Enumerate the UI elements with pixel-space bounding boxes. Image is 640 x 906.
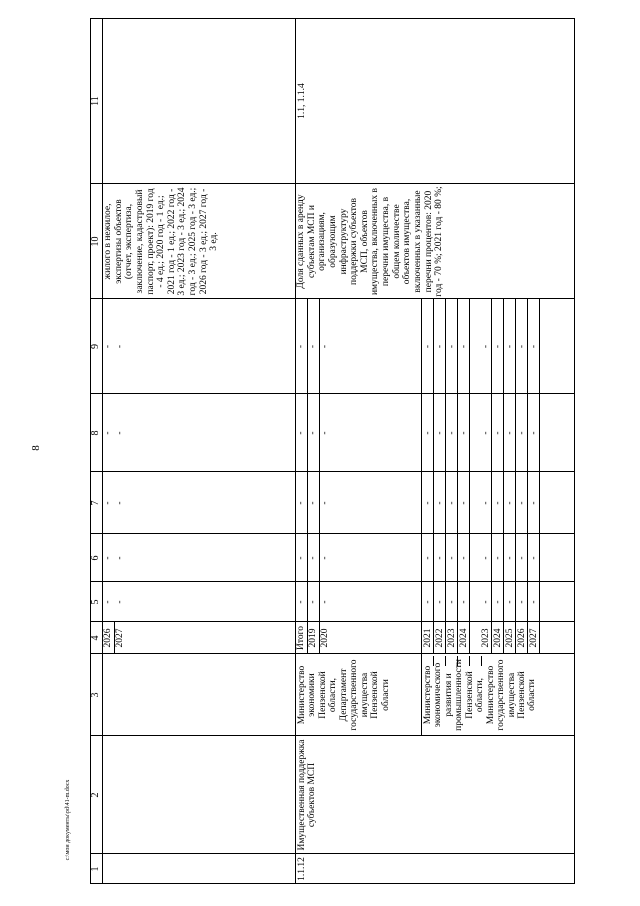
empty-value-dash: -	[423, 600, 433, 604]
empty-value-dash: -	[103, 600, 113, 604]
year-cell: 2022	[435, 628, 445, 648]
year-cell: Итого	[296, 625, 306, 651]
empty-value-dash: -	[308, 344, 318, 349]
empty-value-dash: -	[517, 344, 527, 349]
empty-value-dash: -	[423, 501, 433, 505]
year-cell: 2024	[459, 628, 469, 648]
empty-value-dash: -	[459, 431, 469, 435]
empty-value-dash: -	[435, 344, 445, 349]
empty-value-dash: -	[505, 600, 515, 604]
empty-value-dash: -	[320, 600, 330, 604]
empty-value-dash: -	[447, 431, 457, 435]
year-cell: 2023	[481, 628, 491, 648]
empty-value-dash: -	[115, 556, 125, 560]
empty-value-dash: -	[435, 431, 445, 435]
header-col-7: 7	[90, 500, 101, 506]
empty-value-dash: -	[517, 431, 527, 435]
column-divider	[90, 183, 575, 184]
empty-value-dash: -	[517, 600, 527, 604]
empty-value-dash: -	[320, 431, 330, 435]
empty-value-dash: -	[435, 501, 445, 505]
empty-value-dash: -	[320, 344, 330, 349]
empty-value-dash: -	[103, 344, 113, 349]
executor-1: Министерство экономики Пензенской области, Департамент государственного имущества Пензенской области	[297, 659, 391, 731]
row-divider	[295, 18, 296, 884]
empty-value-dash: -	[459, 501, 469, 505]
empty-value-dash: -	[103, 556, 113, 560]
col10-top-text: жилого в нежилое, экспертизы объектов (отчет, экспертиза, заключение, кадастровый паспорт, проект): 2019 год - 4 ед.; 2020 год - 1 ед.; 2021 год - 1 ед.; 2022 год - 3 ед.; 2023 год - 3 ед.; 2024 год - 3 ед.; 2025 год - 3 ед.; 2026 год - 3 ед.; 2027 год - 3 ед.	[103, 187, 220, 296]
empty-value-dash: -	[435, 556, 445, 560]
empty-value-dash: -	[505, 344, 515, 349]
empty-value-dash: -	[459, 344, 469, 349]
empty-value-dash: -	[308, 600, 318, 604]
year-cell: 2025	[505, 628, 515, 648]
header-col-8: 8	[90, 430, 101, 436]
year-cell: 2026	[517, 628, 527, 648]
empty-value-dash: -	[505, 501, 515, 505]
empty-value-dash: -	[481, 344, 491, 349]
empty-value-dash: -	[308, 556, 318, 560]
empty-value-dash: -	[447, 501, 457, 505]
empty-value-dash: -	[435, 600, 445, 604]
empty-value-dash: -	[423, 344, 433, 349]
col10-row-text: Доля сданных в аренду субъектам МСП и организациям, образующим инфраструктуру поддержки субъектов МСП, объектов имущества, включенных в перечни имущества, в общем количестве объектов имущества, включенных в указанные перечни процентов: 2020 год - 70 %; 2021 год - 80 %;	[296, 186, 445, 297]
header-col-1: 1	[90, 866, 101, 872]
empty-value-dash: -	[320, 556, 330, 560]
year-cell: 2024	[493, 628, 503, 648]
empty-value-dash: -	[529, 431, 539, 435]
empty-value-dash: -	[529, 344, 539, 349]
col11-text: 1.1, 1.1.4	[297, 83, 307, 119]
empty-value-dash: -	[481, 431, 491, 435]
empty-value-dash: -	[493, 344, 503, 349]
empty-value-dash: -	[481, 556, 491, 560]
row-name: Имущественная поддержка субъектов МСП	[297, 739, 318, 851]
program-table	[90, 18, 575, 884]
empty-value-dash: -	[529, 600, 539, 604]
executor-divider	[421, 654, 422, 736]
empty-value-dash: -	[447, 556, 457, 560]
empty-value-dash: -	[447, 344, 457, 349]
empty-value-dash: -	[517, 501, 527, 505]
header-col-11: 11	[90, 96, 101, 106]
year-row-line	[421, 299, 422, 654]
empty-value-dash: -	[296, 344, 306, 349]
year-cell: 2023	[447, 628, 457, 648]
row-number: 1.1.12	[297, 857, 307, 881]
empty-value-dash: -	[447, 600, 457, 604]
empty-value-dash: -	[459, 600, 469, 604]
header-col-2: 2	[90, 792, 101, 798]
empty-value-dash: -	[493, 600, 503, 604]
empty-value-dash: -	[459, 556, 469, 560]
empty-value-dash: -	[296, 556, 306, 560]
column-divider	[90, 853, 575, 854]
executor-2: Министерство экономического развития и промышленности Пензенской области, Министерство государственного имущества Пензенской области	[423, 659, 538, 731]
header-col-10: 10	[90, 236, 101, 247]
empty-value-dash: -	[517, 556, 527, 560]
year-cell: 2019	[308, 628, 318, 648]
empty-value-dash: -	[296, 431, 306, 435]
empty-value-dash: -	[296, 501, 306, 505]
empty-value-dash: -	[296, 600, 306, 604]
year-cell: 2027	[115, 628, 125, 648]
empty-value-dash: -	[423, 431, 433, 435]
empty-value-dash: -	[308, 501, 318, 505]
empty-value-dash: -	[115, 344, 125, 349]
empty-value-dash: -	[103, 431, 113, 435]
empty-value-dash: -	[115, 600, 125, 604]
empty-value-dash: -	[320, 501, 330, 505]
empty-value-dash: -	[115, 501, 125, 505]
rotated-table-frame	[90, 18, 575, 884]
header-col-6: 6	[90, 555, 101, 561]
header-col-9: 9	[90, 344, 101, 349]
empty-value-dash: -	[505, 431, 515, 435]
year-cell: 2027	[529, 628, 539, 648]
header-divider	[102, 18, 103, 884]
empty-value-dash: -	[493, 431, 503, 435]
empty-value-dash: -	[529, 556, 539, 560]
empty-value-dash: -	[505, 556, 515, 560]
footer-file-path: c:\мои документы\pd\41-m.docx	[65, 779, 71, 861]
page-number: 8	[30, 445, 42, 451]
empty-value-dash: -	[103, 501, 113, 505]
empty-value-dash: -	[481, 501, 491, 505]
header-col-4: 4	[90, 635, 101, 641]
empty-value-dash: -	[481, 600, 491, 604]
header-col-3: 3	[90, 692, 101, 698]
empty-value-dash: -	[493, 556, 503, 560]
year-cell: 2021	[423, 628, 433, 648]
column-divider	[90, 735, 575, 736]
empty-value-dash: -	[493, 501, 503, 505]
empty-value-dash: -	[115, 431, 125, 435]
empty-value-dash: -	[308, 431, 318, 435]
header-col-5: 5	[90, 599, 101, 605]
empty-value-dash: -	[423, 556, 433, 560]
empty-value-dash: -	[529, 501, 539, 505]
year-cell: 2020	[320, 628, 330, 648]
year-cell: 2026	[103, 628, 113, 648]
